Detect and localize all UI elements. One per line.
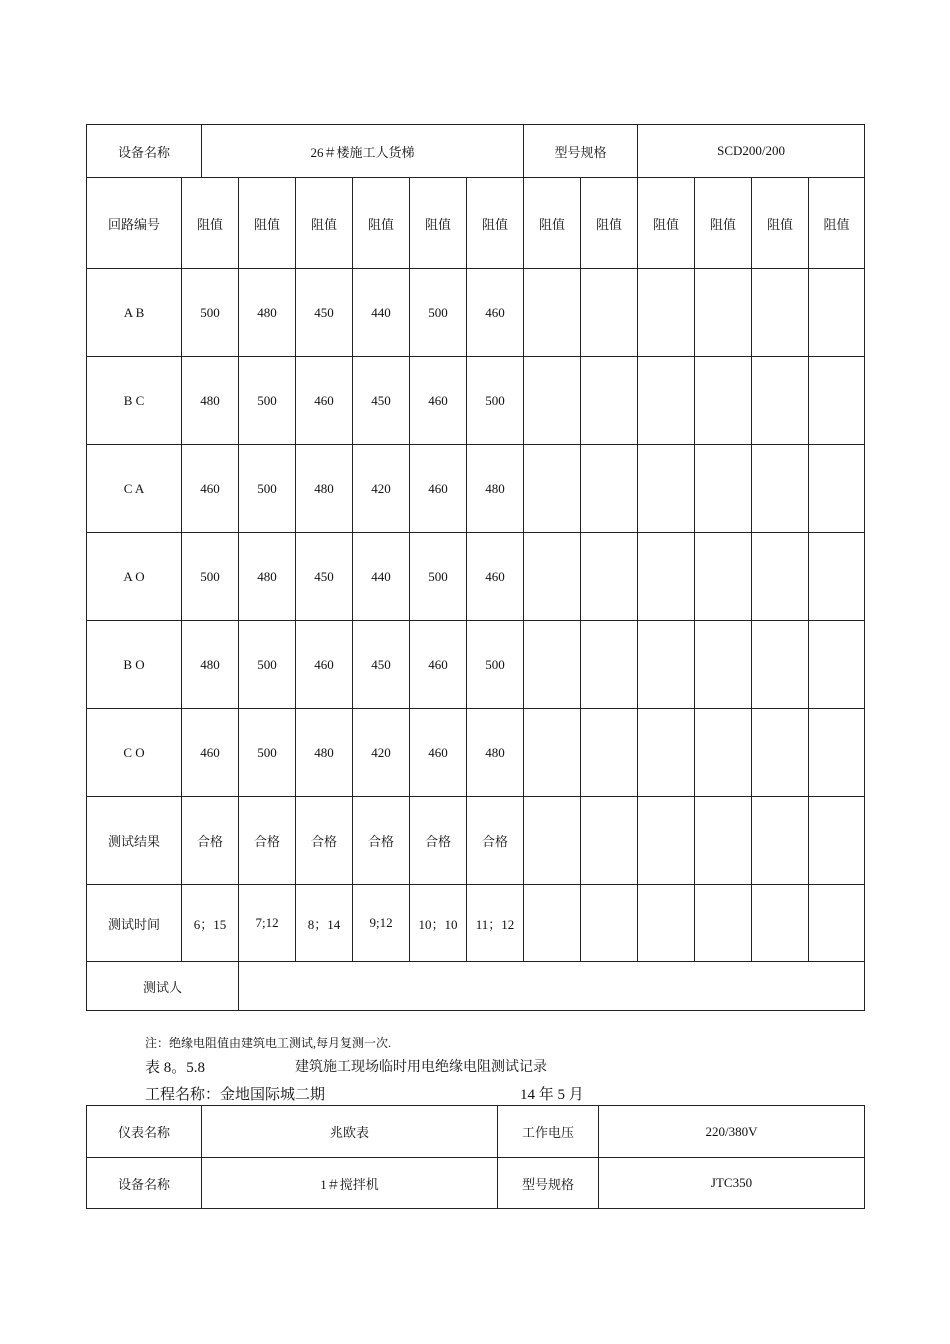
device-value-2: 1＃搅拌机 bbox=[202, 1158, 498, 1209]
result-value bbox=[581, 797, 638, 885]
resistance-value bbox=[809, 357, 865, 445]
resistance-column-header: 阻值 bbox=[752, 178, 809, 269]
resistance-column-header: 阻值 bbox=[353, 178, 410, 269]
resistance-value bbox=[524, 621, 581, 709]
model-value: SCD200/200 bbox=[638, 125, 865, 178]
voltage-label: 工作电压 bbox=[498, 1106, 599, 1158]
instrument-row bbox=[87, 1106, 865, 1158]
resistance-value bbox=[638, 709, 695, 797]
result-value: 合格 bbox=[182, 797, 239, 885]
resistance-value bbox=[524, 357, 581, 445]
resistance-value bbox=[638, 269, 695, 357]
resistance-value bbox=[752, 533, 809, 621]
resistance-value: 460 bbox=[410, 357, 467, 445]
table-row bbox=[87, 357, 865, 445]
result-label: 测试结果 bbox=[87, 797, 182, 885]
time-value: 7;12 bbox=[239, 885, 296, 962]
model-label-2: 型号规格 bbox=[498, 1158, 599, 1209]
resistance-value bbox=[524, 269, 581, 357]
resistance-value: 450 bbox=[296, 533, 353, 621]
resistance-column-header: 阻值 bbox=[182, 178, 239, 269]
resistance-value: 460 bbox=[410, 709, 467, 797]
resistance-column-header: 阻值 bbox=[524, 178, 581, 269]
result-value bbox=[752, 797, 809, 885]
device-name: 26＃楼施工人货梯 bbox=[202, 125, 524, 178]
resistance-value bbox=[581, 269, 638, 357]
resistance-value: 450 bbox=[353, 621, 410, 709]
resistance-value bbox=[695, 357, 752, 445]
caption-title: 建筑施工现场临时用电绝缘电阻测试记录 bbox=[295, 1059, 547, 1075]
resistance-value: 460 bbox=[296, 357, 353, 445]
project-line bbox=[145, 1083, 584, 1104]
resistance-value: 440 bbox=[353, 269, 410, 357]
resistance-value: 450 bbox=[353, 357, 410, 445]
resistance-value bbox=[638, 445, 695, 533]
device-row bbox=[87, 1158, 865, 1209]
table-row bbox=[87, 445, 865, 533]
time-value bbox=[638, 885, 695, 962]
resistance-value bbox=[524, 709, 581, 797]
resistance-value: 500 bbox=[239, 445, 296, 533]
footnote: 注：绝缘电阻值由建筑电工测试,每月复测一次. bbox=[145, 1036, 392, 1050]
resistance-value: 420 bbox=[353, 709, 410, 797]
time-label: 测试时间 bbox=[87, 885, 182, 962]
project-name: 工程名称：金地国际城二期 bbox=[145, 1087, 326, 1103]
time-value: 8；14 bbox=[296, 885, 353, 962]
resistance-value: 500 bbox=[239, 709, 296, 797]
time-value bbox=[524, 885, 581, 962]
resistance-value: 420 bbox=[353, 445, 410, 533]
resistance-value bbox=[524, 533, 581, 621]
time-value bbox=[752, 885, 809, 962]
result-value bbox=[695, 797, 752, 885]
resistance-value: 460 bbox=[182, 709, 239, 797]
resistance-value bbox=[752, 445, 809, 533]
resistance-value bbox=[638, 621, 695, 709]
time-value: 6；15 bbox=[182, 885, 239, 962]
record-date: 14 年 5 月 bbox=[520, 1087, 584, 1103]
tester-row bbox=[87, 962, 865, 1011]
circuit-label: B O bbox=[87, 621, 182, 709]
loop-number-label: 回路编号 bbox=[87, 178, 182, 269]
model-label: 型号规格 bbox=[524, 125, 638, 178]
tester-label: 测试人 bbox=[87, 962, 239, 1011]
resistance-value bbox=[524, 445, 581, 533]
table-caption bbox=[145, 1056, 547, 1077]
resistance-value bbox=[581, 445, 638, 533]
circuit-label: B C bbox=[87, 357, 182, 445]
resistance-value bbox=[695, 533, 752, 621]
resistance-value bbox=[638, 357, 695, 445]
table-row bbox=[87, 709, 865, 797]
resistance-value bbox=[695, 621, 752, 709]
resistance-column-header: 阻值 bbox=[296, 178, 353, 269]
resistance-value bbox=[809, 621, 865, 709]
resistance-value bbox=[695, 445, 752, 533]
resistance-value: 460 bbox=[296, 621, 353, 709]
resistance-value: 480 bbox=[239, 533, 296, 621]
resistance-value: 450 bbox=[296, 269, 353, 357]
resistance-value: 480 bbox=[182, 621, 239, 709]
tester-value bbox=[239, 962, 865, 1011]
voltage-value: 220/380V bbox=[599, 1106, 865, 1158]
header-row bbox=[87, 125, 865, 178]
resistance-value: 500 bbox=[182, 269, 239, 357]
resistance-value: 460 bbox=[410, 445, 467, 533]
circuit-label: A B bbox=[87, 269, 182, 357]
table-row bbox=[87, 621, 865, 709]
device-label: 设备名称 bbox=[87, 125, 202, 178]
result-value: 合格 bbox=[410, 797, 467, 885]
resistance-column-header: 阻值 bbox=[581, 178, 638, 269]
time-value: 10；10 bbox=[410, 885, 467, 962]
caption-number: 表 8。5.8 bbox=[145, 1060, 206, 1076]
circuit-label: A O bbox=[87, 533, 182, 621]
resistance-value: 500 bbox=[410, 533, 467, 621]
resistance-value bbox=[581, 621, 638, 709]
time-value bbox=[809, 885, 865, 962]
resistance-value bbox=[809, 533, 865, 621]
model-value-2: JTC350 bbox=[599, 1158, 865, 1209]
result-row bbox=[87, 797, 865, 885]
resistance-value bbox=[752, 709, 809, 797]
resistance-column-header: 阻值 bbox=[410, 178, 467, 269]
circuit-label: C O bbox=[87, 709, 182, 797]
column-header-row bbox=[87, 178, 865, 269]
resistance-value bbox=[752, 357, 809, 445]
resistance-value: 460 bbox=[467, 269, 524, 357]
result-value: 合格 bbox=[239, 797, 296, 885]
resistance-value: 460 bbox=[467, 533, 524, 621]
resistance-value bbox=[695, 709, 752, 797]
resistance-value: 480 bbox=[467, 709, 524, 797]
resistance-column-header: 阻值 bbox=[695, 178, 752, 269]
resistance-column-header: 阻值 bbox=[638, 178, 695, 269]
time-value: 9;12 bbox=[353, 885, 410, 962]
resistance-value bbox=[809, 445, 865, 533]
circuit-label: C A bbox=[87, 445, 182, 533]
resistance-value: 500 bbox=[239, 357, 296, 445]
insulation-resistance-table bbox=[86, 124, 865, 1011]
resistance-value bbox=[752, 621, 809, 709]
resistance-value: 460 bbox=[410, 621, 467, 709]
resistance-column-header: 阻值 bbox=[239, 178, 296, 269]
result-value bbox=[809, 797, 865, 885]
resistance-value: 480 bbox=[296, 709, 353, 797]
result-value: 合格 bbox=[353, 797, 410, 885]
resistance-value bbox=[752, 269, 809, 357]
resistance-column-header: 阻值 bbox=[809, 178, 865, 269]
second-record-table bbox=[86, 1105, 865, 1209]
resistance-column-header: 阻值 bbox=[467, 178, 524, 269]
resistance-value: 500 bbox=[467, 357, 524, 445]
resistance-value bbox=[581, 709, 638, 797]
resistance-value bbox=[638, 533, 695, 621]
resistance-value: 500 bbox=[410, 269, 467, 357]
resistance-value bbox=[695, 269, 752, 357]
resistance-value: 500 bbox=[467, 621, 524, 709]
resistance-value bbox=[809, 709, 865, 797]
result-value bbox=[638, 797, 695, 885]
resistance-value: 500 bbox=[239, 621, 296, 709]
device-label-2: 设备名称 bbox=[87, 1158, 202, 1209]
resistance-value bbox=[809, 269, 865, 357]
time-value bbox=[695, 885, 752, 962]
result-value: 合格 bbox=[296, 797, 353, 885]
resistance-value: 440 bbox=[353, 533, 410, 621]
instrument-label: 仪表名称 bbox=[87, 1106, 202, 1158]
result-value bbox=[524, 797, 581, 885]
resistance-value bbox=[581, 533, 638, 621]
time-value bbox=[581, 885, 638, 962]
instrument-value: 兆欧表 bbox=[202, 1106, 498, 1158]
time-value: 11；12 bbox=[467, 885, 524, 962]
resistance-value: 480 bbox=[296, 445, 353, 533]
resistance-value: 500 bbox=[182, 533, 239, 621]
resistance-value: 480 bbox=[182, 357, 239, 445]
table-row bbox=[87, 533, 865, 621]
time-row bbox=[87, 885, 865, 962]
resistance-value: 460 bbox=[182, 445, 239, 533]
resistance-value bbox=[581, 357, 638, 445]
table-row bbox=[87, 269, 865, 357]
result-value: 合格 bbox=[467, 797, 524, 885]
resistance-value: 480 bbox=[467, 445, 524, 533]
resistance-value: 480 bbox=[239, 269, 296, 357]
